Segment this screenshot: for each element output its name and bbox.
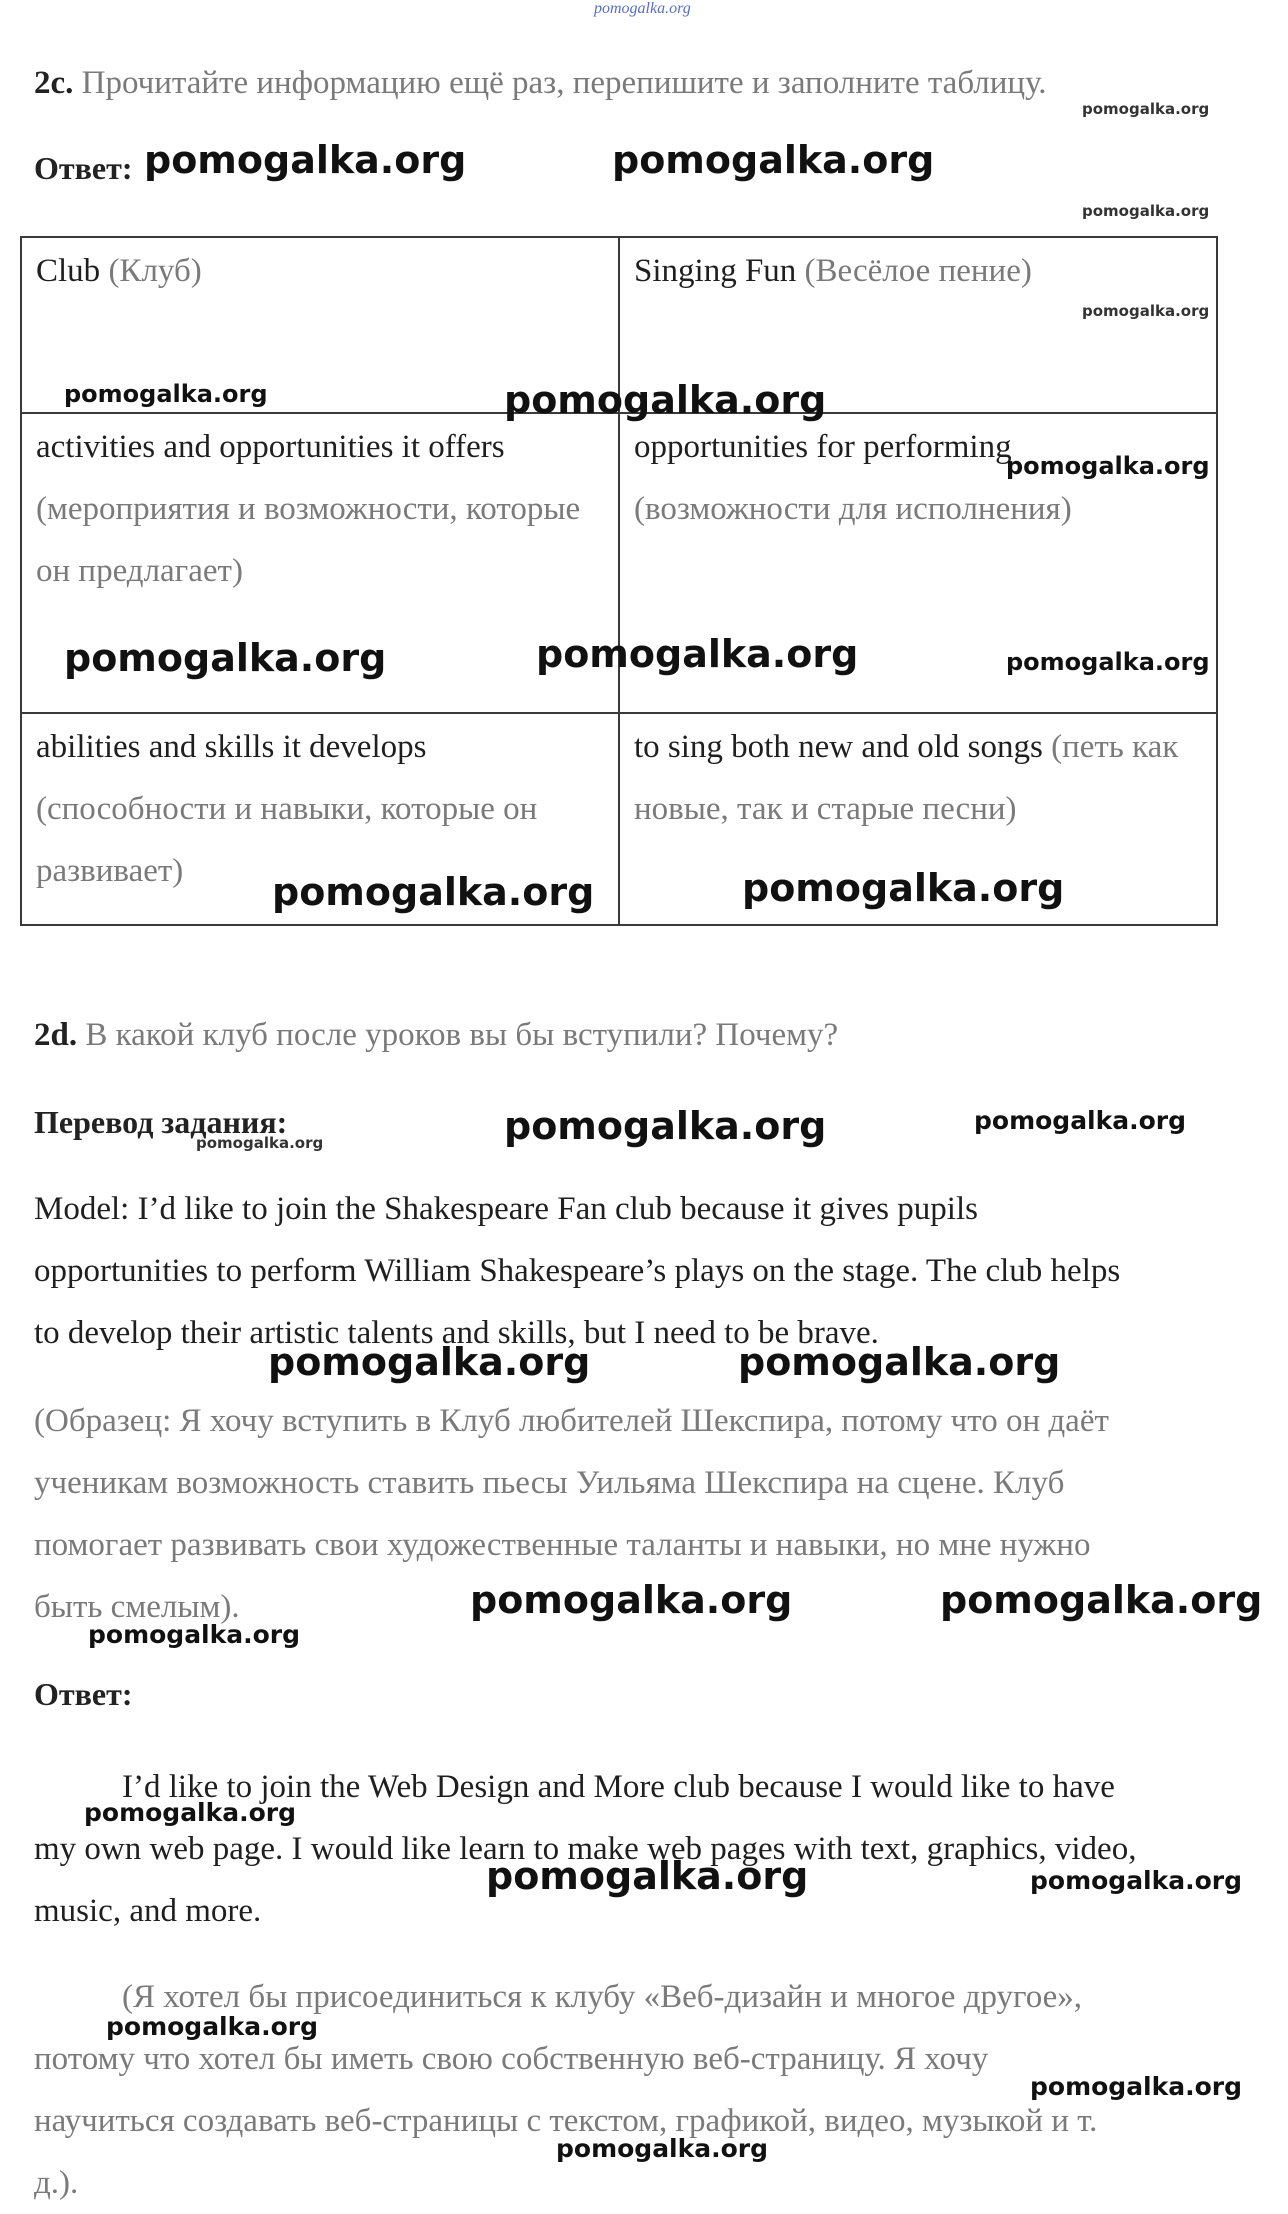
watermark: pomogalka.org xyxy=(84,1798,297,1827)
task-2d-text: В какой клуб после уроков вы бы вступили? Почему? xyxy=(85,1017,839,1053)
model-en-line: to develop their artistic talents and skills, but I need to be brave. xyxy=(34,1315,879,1351)
cell-en: activities and opportunities it offers xyxy=(36,429,505,465)
watermark: pomogalka.org xyxy=(1006,452,1210,480)
cell-ru: (возможности для исполнения) xyxy=(634,491,1072,527)
cell-ru: (Клуб) xyxy=(108,253,202,289)
watermark: pomogalka.org xyxy=(106,2012,319,2041)
watermark: pomogalka.org xyxy=(742,866,1065,910)
task-2d-label: 2d. xyxy=(34,1017,78,1053)
cell-ru: (мероприятия и возможности, которые он предлагает) xyxy=(36,491,581,589)
watermark: pomogalka.org xyxy=(940,1578,1263,1622)
model-ru-line: (Образец: Я хочу вступить в Клуб любителей Шекспира, потому что он даёт xyxy=(34,1403,1109,1439)
cell-ru: (способности и навыки, которые он развивает) xyxy=(36,791,538,889)
task-2d-heading xyxy=(34,1004,838,1066)
model-en-line: Model: I’d like to join the Shakespeare Fan club because it gives pupils xyxy=(34,1191,978,1227)
watermark: pomogalka.org xyxy=(974,1106,1187,1135)
cell-en: opportunities for performing xyxy=(634,429,1012,465)
answer-ru-line: научиться создавать веб-страницы с текстом, графикой, видео, музыкой и т. xyxy=(34,2103,1098,2139)
watermark: pomogalka.org xyxy=(738,1340,1061,1384)
answer-en-line: my own web page. I would like learn to make web pages with text, graphics, video, xyxy=(34,1831,1137,1867)
cell-en: abilities and skills it develops xyxy=(36,729,427,765)
watermark: pomogalka.org xyxy=(504,1104,827,1148)
watermark: pomogalka.org xyxy=(64,380,268,408)
answer-en-line: music, and more. xyxy=(34,1893,262,1929)
watermark: pomogalka.org xyxy=(196,1134,324,1152)
task-2c-heading xyxy=(34,52,1047,114)
watermark: pomogalka.org xyxy=(612,138,935,182)
cell-ru: (Весёлое пение) xyxy=(804,253,1032,289)
model-ru-line: быть смелым). xyxy=(34,1589,240,1625)
watermark: pomogalka.org xyxy=(1030,1866,1243,1895)
watermark: pomogalka.org xyxy=(486,1854,809,1898)
watermark: pomogalka.org xyxy=(504,378,827,422)
model-en-line: opportunities to perform William Shakespeare’s plays on the stage. The club helps xyxy=(34,1253,1121,1289)
task-2c-text: Прочитайте информацию ещё раз, перепишите и заполните таблицу. xyxy=(81,65,1047,101)
model-ru-line: помогает развивать свои художественные таланты и навыки, но мне нужно xyxy=(34,1527,1091,1563)
watermark-top: pomogalka.org xyxy=(594,0,691,17)
watermark: pomogalka.org xyxy=(1030,2072,1243,2101)
answer-en-line: I’d like to join the Web Design and More club because I would like to have xyxy=(122,1769,1115,1805)
cell-en: Singing Fun xyxy=(634,253,797,289)
watermark: pomogalka.org xyxy=(1082,100,1210,118)
watermark: pomogalka.org xyxy=(1006,648,1210,676)
translation-label: Перевод задания: xyxy=(34,1104,288,1140)
watermark: pomogalka.org xyxy=(536,632,859,676)
watermark: pomogalka.org xyxy=(556,2134,769,2163)
answer-ru-line: (Я хотел бы присоединиться к клубу «Веб-дизайн и многое другое», xyxy=(122,1979,1083,2015)
watermark: pomogalka.org xyxy=(1082,302,1210,320)
model-ru-line: ученикам возможность ставить пьесы Уильяма Шекспира на сцене. Клуб xyxy=(34,1465,1065,1501)
answer-table xyxy=(20,236,1218,926)
answer-ru-line: потому что хотел бы иметь свою собственную веб-страницу. Я хочу xyxy=(34,2041,989,2077)
task-2c-label: 2c. xyxy=(34,65,74,101)
answer-label-2c: Ответ: xyxy=(34,150,133,186)
watermark: pomogalka.org xyxy=(144,138,467,182)
answer-label-2d: Ответ: xyxy=(34,1676,133,1712)
watermark: pomogalka.org xyxy=(64,636,387,680)
cell-en: to sing both new and old songs xyxy=(634,729,1043,765)
watermark: pomogalka.org xyxy=(1082,202,1210,220)
watermark: pomogalka.org xyxy=(88,1620,301,1649)
watermark: pomogalka.org xyxy=(268,1340,591,1384)
watermark: pomogalka.org xyxy=(272,870,595,914)
answer-ru-line: д.). xyxy=(34,2165,79,2201)
watermark: pomogalka.org xyxy=(470,1578,793,1622)
cell-en: Club xyxy=(36,253,101,289)
cell-ru: (петь как новые, так и старые песни) xyxy=(634,729,1179,827)
